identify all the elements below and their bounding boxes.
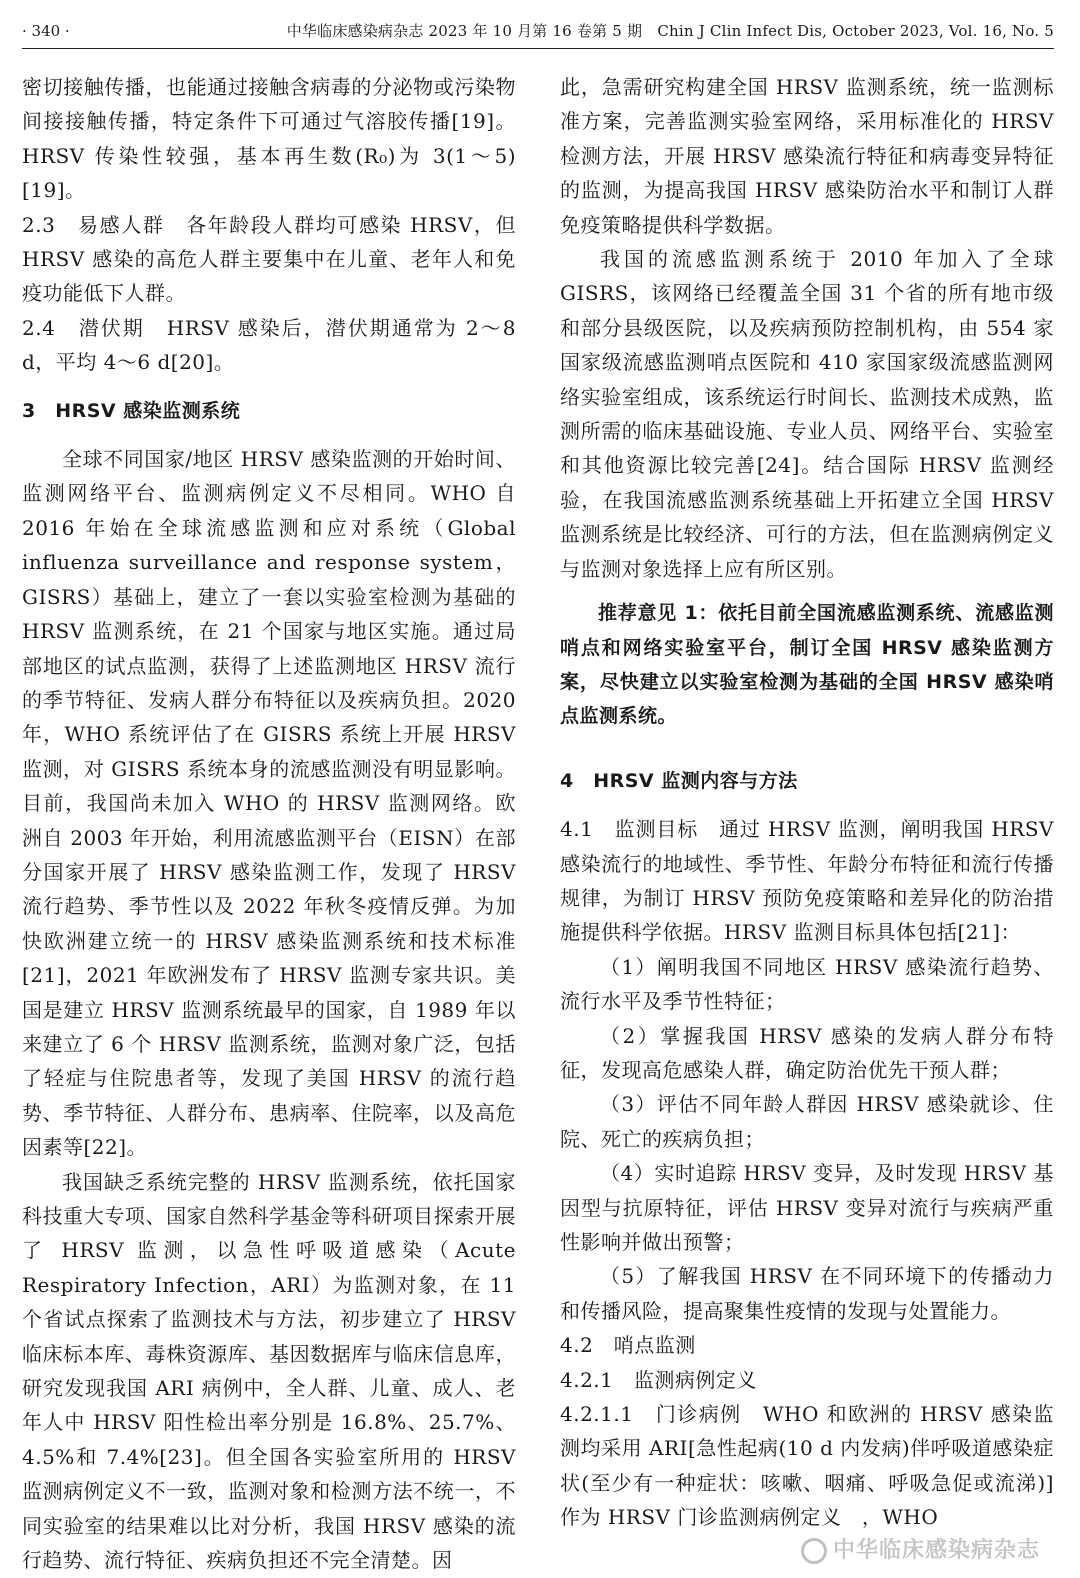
watermark-text: 中华临床感染病杂志: [832, 1538, 1040, 1563]
right-column: [560, 70, 1054, 1578]
journal-running-title: 中华临床感染病杂志 2023 年 10 月第 16 卷第 5 期 Chin J Clin Infect Dis, October 2023, Vol. 16, No. 5: [286, 22, 1054, 40]
watermark-logo-icon: [801, 1538, 827, 1564]
journal-watermark: [801, 1533, 1040, 1564]
list-item: （2）掌握我国 HRSV 感染的发病人群分布特征，发现高危感染人群，确定防治优先干预人群；: [560, 1023, 1054, 1082]
page-number: · 340 ·: [22, 22, 70, 40]
list-item: （5）了解我国 HRSV 在不同环境下的传播动力和传播风险，提高聚集性疫情的发现与处置能力。: [560, 1264, 1054, 1323]
section-heading-3: 3 HRSV 感染监测系统: [22, 399, 241, 422]
left-column: [22, 70, 516, 1578]
subsection-susceptible: 2.3 易感人群 各年龄段人群均可感染 HRSV，但 HRSV 感染的高危人群主要集中在儿童、老年人和免疫功能低下人群。: [22, 212, 516, 306]
list-item: （4）实时追踪 HRSV 变异，及时发现 HRSV 基因型与抗原特征，评估 HRSV 变异对流行与疾病严重性影响并做出预警；: [560, 1161, 1054, 1254]
subsection-incubation: 2.4 潜伏期 HRSV 感染后，潜伏期通常为 2～8 d，平均 4～6 d[20]。: [22, 315, 516, 375]
running-header: [22, 16, 1054, 49]
paragraph: 4.2.1.1 门诊病例 WHO 和欧洲的 HRSV 感染监测均采用 ARI[急性起病(10 d 内发病)伴呼吸道感染症状(至少有一种症状：咳嗽、咽痛、呼吸急促或流涕)]作为 HRSV 门诊监测病例定义 ，WHO: [560, 1402, 1054, 1530]
paragraph: 我国缺乏系统完整的 HRSV 监测系统，依托国家科技重大专项、国家自然科学基金等科研项目探索开展了 HRSV 监测，以急性呼吸道感染（Acute Respiratory Infection，ARI）为监测对象，在 11 个省试点探索了监测技术与方法，初步建立了 HRSV 临床标本库、毒株资源库、基因数据库与临床信息库，研究发现我国 ARI 病例中，全人群、儿童、成人、老年人中 HRSV 阳性检出率分别是 16.8%、25.7%、4.5%和 7.4%[23]。但全国各实验室所用的 HRSV 监测病例定义不一致，监测对象和检测方法不统一，不同实验室的结果难以比对分析，我国 HRSV 感染的流行趋势、流行特征、疾病负担还不完全清楚。因: [22, 1169, 516, 1573]
section-heading-4: 4 HRSV 监测内容与方法: [560, 769, 798, 792]
list-item: （1）阐明我国不同地区 HRSV 感染流行趋势、流行水平及季节性特征；: [560, 954, 1054, 1014]
subsection-heading-4-2-1: 4.2.1 监测病例定义: [560, 1367, 757, 1392]
subsection-heading-4-2: 4.2 哨点监测: [560, 1333, 696, 1358]
paragraph: 密切接触传播，也能通过接触含病毒的分泌物或污染物间接接触传播，特定条件下可通过气溶胶传播[19]。HRSV 传染性较强，基本再生数(R₀)为 3(1～5)[19]。: [22, 75, 516, 203]
paragraph: 全球不同国家/地区 HRSV 感染监测的开始时间、监测网络平台、监测病例定义不尽相同。WHO 自 2016 年始在全球流感监测和应对系统（Global influenza surveillance and response system，GISRS）基础上，建立了一套以实验室检测为基础的 HRSV 监测系统，在 21 个国家与地区实施。通过局部地区的试点监测，获得了上述监测地区 HRSV 流行的季节特征、发病人群分布特征以及疾病负担。2020 年，WHO 系统评估了在 GISRS 系统上开展 HRSV 监测，对 GISRS 系统本身的流感监测没有明显影响。目前，我国尚未加入 WHO 的 HRSV 监测网络。欧洲自 2003 年开始，利用流感监测平台（EISN）在部分国家开展了 HRSV 感染监测工作，发现了 HRSV 流行趋势、季节性以及 2022 年秋冬疫情反弹。为加快欧洲建立统一的 HRSV 感染监测系统和技术标准[21]，2021 年欧洲发布了 HRSV 监测专家共识。美国是建立 HRSV 监测系统最早的国家，自 1989 年以来建立了 6 个 HRSV 监测系统，监测对象广泛，包括了轻症与住院患者等，发现了美国 HRSV 的流行趋势、季节特征、人群分布、患病率、住院率，以及高危因素等[22]。: [22, 447, 516, 1160]
list-item: （3）评估不同年龄人群因 HRSV 感染就诊、住院、死亡的疾病负担；: [560, 1092, 1054, 1151]
paragraph: 我国的流感监测系统于 2010 年加入了全球 GISRS，该网络已经覆盖全国 31 个省的所有地市级和部分县级医院，以及疾病预防控制机构，由 554 家国家级流感监测哨点医院和 410 家国家级流感监测网络实验室组成，该系统运行时间长、监测技术成熟，监测所需的临床基础设施、专业人员、网络平台、实验室和其他资源比较完善[24]。结合国际 HRSV 监测经验，在我国流感监测系统基础上开拓建立全国 HRSV 监测系统是比较经济、可行的方法，但在监测病例定义与监测对象选择上应有所区别。: [560, 247, 1054, 581]
subsection-objectives: 4.1 监测目标 通过 HRSV 监测，阐明我国 HRSV 感染流行的地域性、季节性、年龄分布特征和流行传播规律，为制订 HRSV 预防免疫策略和差异化的防治措施提供科学依据。HRSV 监测目标具体包括[21]：: [560, 817, 1054, 945]
recommendation-1: 推荐意见 1：依托目前全国流感监测系统、流感监测哨点和网络实验室平台，制订全国 HRSV 感染监测方案，尽快建立以实验室检测为基础的全国 HRSV 感染哨点监测系统。: [560, 602, 1054, 728]
paragraph: 此，急需研究构建全国 HRSV 监测系统，统一监测标准方案，完善监测实验室网络，采用标准化的 HRSV 检测方法，开展 HRSV 感染流行特征和病毒变异特征的监测，为提高我国 HRSV 感染防治水平和制订人群免疫策略提供科学数据。: [560, 75, 1054, 237]
